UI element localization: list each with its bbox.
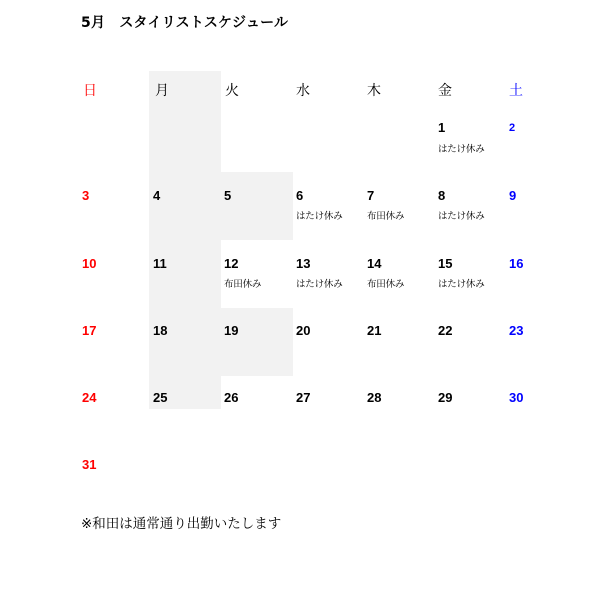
day-4: 4 [153,188,161,203]
weekday-tue: 火 [225,83,239,99]
note-day-8: はたけ休み [438,211,485,222]
day-3: 3 [82,188,90,203]
weekday-sun: 日 [83,83,97,99]
day-20: 20 [296,323,311,338]
day-5: 5 [224,188,232,203]
weekday-wed: 水 [296,83,310,99]
shade-monday-column [149,71,221,409]
day-1: 1 [438,120,446,135]
note-day-13: はたけ休み [296,279,343,290]
day-10: 10 [82,256,97,271]
day-6: 6 [296,188,304,203]
day-17: 17 [82,323,97,338]
note-day-7: 布田休み [367,211,405,222]
day-25: 25 [153,390,168,405]
shade-tue-week4 [221,308,293,376]
day-14: 14 [367,256,382,271]
day-26: 26 [224,390,239,405]
day-2: 2 [509,122,516,134]
note-day-15: はたけ休み [438,279,485,290]
note-day-12: 布田休み [224,279,262,290]
day-18: 18 [153,323,168,338]
day-11: 11 [153,256,167,271]
day-19: 19 [224,323,239,338]
weekday-fri: 金 [438,83,452,99]
day-22: 22 [438,323,453,338]
day-28: 28 [367,390,382,405]
weekday-thu: 木 [367,83,381,99]
day-7: 7 [367,188,375,203]
shade-tue-week2 [221,172,293,240]
day-13: 13 [296,256,311,271]
day-23: 23 [509,323,524,338]
day-21: 21 [367,323,382,338]
day-8: 8 [438,188,446,203]
day-12: 12 [224,256,239,271]
note-day-14: 布田休み [367,279,405,290]
note-day-6: はたけ休み [296,211,343,222]
day-16: 16 [509,256,524,271]
weekday-sat: 土 [509,83,523,99]
day-31: 31 [82,457,97,472]
day-29: 29 [438,390,453,405]
page-title: 5月 スタイリストスケジュール [81,15,289,31]
day-15: 15 [438,256,453,271]
day-30: 30 [509,390,524,405]
note-day-1: はたけ休み [438,144,485,155]
day-24: 24 [82,390,97,405]
day-9: 9 [509,188,517,203]
footer-note: ※和田は通常通り出勤いたします [81,516,282,532]
day-27: 27 [296,390,311,405]
weekday-mon: 月 [155,83,169,99]
